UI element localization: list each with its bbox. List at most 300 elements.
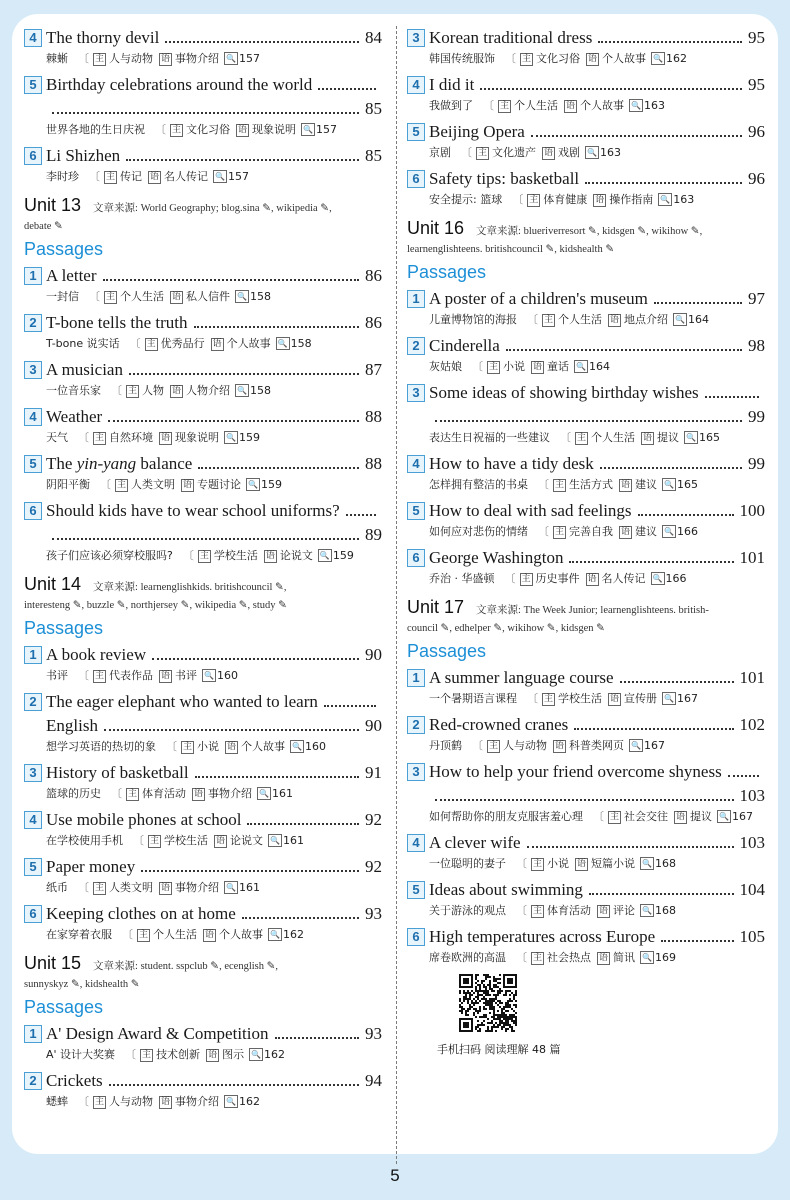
toc-entry[interactable] xyxy=(407,73,765,114)
toc-entry[interactable] xyxy=(407,499,765,540)
page-number-ref[interactable]: 93 xyxy=(365,904,382,923)
search-icon: 🔍 xyxy=(292,742,302,751)
page-number-ref[interactable]: 86 xyxy=(365,266,382,285)
answer-page-ref[interactable]: 160 xyxy=(217,669,238,682)
passage-number-badge: 6 xyxy=(24,147,42,165)
toc-entry-line xyxy=(24,26,382,50)
answer-page-ref[interactable]: 168 xyxy=(655,904,676,917)
passage-title[interactable]: Crickets xyxy=(46,1071,103,1090)
chinese-title: 阴阳平衡 xyxy=(46,478,90,491)
qr-code-icon[interactable] xyxy=(459,974,517,1032)
toc-entry-line-continued xyxy=(24,714,382,738)
theme-text: 生活方式 xyxy=(569,478,614,491)
qr-caption: 手机扫码 阅读理解 48 篇 xyxy=(437,1043,561,1056)
article-sources: 文章来源: student. sspclub ✎, ecenglish ✎, xyxy=(93,961,279,972)
passage-title[interactable]: A clever wife xyxy=(429,833,521,852)
toc-entry-line xyxy=(407,925,765,949)
chinese-title: 韩国传统服饰 xyxy=(429,52,495,65)
leader-dots xyxy=(480,88,742,90)
passage-title[interactable]: How to help your friend overcome shyness xyxy=(429,762,722,781)
leader-dots xyxy=(195,776,359,778)
toc-entry-line xyxy=(407,878,765,902)
toc-entry-line xyxy=(24,643,382,667)
passage-title[interactable]: High temperatures across Europe xyxy=(429,927,656,946)
unit-header-row xyxy=(24,953,382,976)
theme-tag-icon: 主 xyxy=(544,694,554,704)
toc-entry[interactable] xyxy=(407,831,765,872)
genre-text: 宣传册 xyxy=(624,692,658,705)
genre-tag-icon: 语 xyxy=(599,906,609,916)
passage-meta xyxy=(24,738,382,755)
leader-dots xyxy=(728,775,759,777)
toc-entry[interactable] xyxy=(24,855,382,896)
toc-entry[interactable] xyxy=(24,73,382,138)
leader-dots xyxy=(104,729,359,731)
genre-tag-icon: 语 xyxy=(238,125,248,135)
chinese-title: 如何应对悲伤的情绪 xyxy=(429,525,528,538)
bracket-open: 〔 xyxy=(133,834,144,847)
theme-tag-icon: 主 xyxy=(95,54,105,64)
toc-entry[interactable] xyxy=(407,452,765,493)
answer-page-ref[interactable]: 160 xyxy=(305,740,326,753)
answer-page-ref[interactable]: 159 xyxy=(239,431,260,444)
passage-title[interactable]: How to deal with sad feelings xyxy=(429,501,632,520)
theme-tag-icon: 主 xyxy=(521,574,531,584)
passage-number-badge: 6 xyxy=(24,502,42,520)
page-number-ref[interactable]: 103 xyxy=(739,833,765,852)
page-number-ref[interactable]: 90 xyxy=(365,716,382,735)
leader-dots xyxy=(324,705,376,707)
passage-title[interactable]: A book review xyxy=(46,645,147,664)
page-number-ref[interactable]: 95 xyxy=(748,28,765,47)
bracket-open: 〔 xyxy=(78,1095,89,1108)
toc-left-column xyxy=(24,26,382,1116)
toc-entry[interactable] xyxy=(24,690,382,755)
passage-meta xyxy=(407,191,765,208)
column-divider xyxy=(396,26,397,1164)
passage-title[interactable]: Keeping clothes on at home xyxy=(46,904,236,923)
chinese-title: 纸币 xyxy=(46,881,68,894)
theme-text: 学校生活 xyxy=(164,834,209,847)
passage-title[interactable]: A summer language course xyxy=(429,668,614,687)
answer-page-ref[interactable]: 166 xyxy=(677,525,698,538)
genre-text: 提议 xyxy=(657,431,680,444)
passage-title[interactable]: Some ideas of showing birthday wishes xyxy=(429,383,699,402)
page-number-ref[interactable]: 84 xyxy=(365,28,382,47)
toc-entry[interactable] xyxy=(407,334,765,375)
answer-page-ref[interactable]: 159 xyxy=(261,478,282,491)
page-number-ref[interactable]: 85 xyxy=(365,99,382,118)
theme-text: 小说 xyxy=(503,360,526,373)
bracket-open: 〔 xyxy=(505,52,516,65)
search-icon: 🔍 xyxy=(664,694,674,703)
genre-tag-icon: 语 xyxy=(161,433,171,443)
passage-title[interactable]: I did it xyxy=(429,75,475,94)
bracket-open: 〔 xyxy=(89,170,100,183)
theme-tag-icon: 主 xyxy=(555,480,565,490)
genre-tag-icon: 语 xyxy=(587,574,597,584)
toc-entry[interactable] xyxy=(24,264,382,305)
passage-number-badge: 3 xyxy=(24,361,42,379)
theme-text: 完善自我 xyxy=(569,525,614,538)
leader-dots xyxy=(52,538,359,540)
passage-title[interactable]: History of basketball xyxy=(46,763,189,782)
bracket-open: 〔 xyxy=(125,1048,137,1061)
answer-page-ref[interactable]: 167 xyxy=(732,810,753,823)
toc-entry-line xyxy=(24,761,382,785)
theme-tag-icon: 主 xyxy=(610,812,620,822)
theme-text: 传记 xyxy=(120,170,143,183)
toc-entry[interactable] xyxy=(407,546,765,587)
genre-tag-icon: 语 xyxy=(676,812,686,822)
toc-entry[interactable] xyxy=(407,925,765,966)
toc-right-column xyxy=(407,26,765,1057)
answer-page-ref[interactable]: 162 xyxy=(283,928,304,941)
page-number-ref[interactable]: 91 xyxy=(365,763,382,782)
passage-title[interactable]: Should kids have to wear school uniforms? xyxy=(46,501,340,520)
search-icon: 🔍 xyxy=(642,859,652,868)
leader-dots xyxy=(569,561,733,563)
bracket-open: 〔 xyxy=(100,478,111,491)
leader-dots xyxy=(129,373,359,375)
toc-entry[interactable] xyxy=(407,120,765,161)
answer-page-ref[interactable]: 162 xyxy=(264,1048,286,1061)
genre-tag-icon: 语 xyxy=(205,930,215,940)
unit-header xyxy=(407,597,765,662)
genre-text: 提议 xyxy=(690,810,713,823)
genre-tag-icon: 语 xyxy=(610,315,620,325)
toc-entry[interactable] xyxy=(24,643,382,684)
answer-page-ref[interactable]: 165 xyxy=(677,478,698,491)
bracket-open: 〔 xyxy=(516,904,527,917)
leader-dots xyxy=(506,349,742,351)
passage-title[interactable]: A musician xyxy=(46,360,123,379)
theme-tag-icon: 主 xyxy=(199,551,209,561)
theme-text: 文化习俗 xyxy=(536,52,581,65)
theme-tag-icon: 主 xyxy=(533,953,543,963)
passage-number-badge: 2 xyxy=(407,716,425,734)
answer-page-ref[interactable]: 162 xyxy=(666,52,687,65)
toc-entry[interactable] xyxy=(407,381,765,446)
page-number-ref[interactable]: 92 xyxy=(365,857,382,876)
answer-page-ref[interactable]: 158 xyxy=(250,290,271,303)
toc-entry[interactable] xyxy=(24,26,382,67)
passage-title[interactable]: A' Design Award & Competition xyxy=(46,1024,269,1043)
toc-entry[interactable] xyxy=(24,405,382,446)
passage-meta xyxy=(24,1046,382,1063)
page-number-ref[interactable]: 90 xyxy=(365,645,382,664)
bracket-open: 〔 xyxy=(472,739,483,752)
page-number-ref[interactable]: 96 xyxy=(748,169,765,188)
search-icon: 🔍 xyxy=(259,789,269,798)
genre-tag-icon: 语 xyxy=(610,694,620,704)
bracket-open: 〔 xyxy=(78,52,89,65)
unit-title: Unit 16 xyxy=(407,218,465,238)
genre-tag-icon: 语 xyxy=(544,148,554,158)
bracket-open: 〔 xyxy=(78,881,89,894)
theme-tag-icon: 主 xyxy=(106,172,116,182)
unit-header-row xyxy=(407,218,765,241)
chinese-title: 天气 xyxy=(46,431,68,444)
passage-title[interactable]: Beijing Opera xyxy=(429,122,525,141)
theme-text: 优秀品行 xyxy=(160,337,205,350)
leader-dots xyxy=(141,870,359,872)
genre-text: 戏剧 xyxy=(558,146,581,159)
search-icon: 🔍 xyxy=(251,1050,262,1059)
passage-title[interactable]: Red-crowned cranes xyxy=(429,715,569,734)
passage-meta xyxy=(407,311,765,328)
toc-entry[interactable] xyxy=(407,287,765,328)
answer-page-ref[interactable]: 158 xyxy=(250,384,271,397)
bracket-open: 〔 xyxy=(89,290,100,303)
theme-tag-icon: 主 xyxy=(544,315,554,325)
passage-title[interactable]: Birthday celebrations around the world xyxy=(46,75,313,94)
passage-title-continued[interactable]: English xyxy=(46,716,98,735)
genre-text: 论说文 xyxy=(279,549,313,562)
page-number-ref[interactable]: 89 xyxy=(365,525,382,544)
answer-page-ref[interactable]: 164 xyxy=(589,360,610,373)
genre-text: 论说文 xyxy=(230,834,264,847)
passage-title[interactable]: A poster of a children's museum xyxy=(429,289,648,308)
search-icon: 🔍 xyxy=(631,101,641,110)
answer-page-ref[interactable]: 157 xyxy=(316,123,337,136)
page-number-ref[interactable]: 101 xyxy=(739,548,765,567)
passage-title[interactable]: Weather xyxy=(46,407,103,426)
theme-text: 代表作品 xyxy=(109,669,154,682)
passage-title[interactable]: Safety tips: basketball xyxy=(429,169,580,188)
passage-title[interactable]: T-bone tells the truth xyxy=(46,313,188,332)
toc-entry[interactable] xyxy=(24,761,382,802)
page-number-ref[interactable]: 105 xyxy=(739,927,765,946)
genre-text: 事物介绍 xyxy=(175,52,220,65)
genre-tag-icon: 语 xyxy=(161,671,171,681)
genre-text: 个人故事 xyxy=(602,52,647,65)
leader-dots xyxy=(198,467,359,469)
passage-number-badge: 3 xyxy=(24,764,42,782)
chinese-title: 蟋蟀 xyxy=(46,1095,68,1108)
toc-entry-line xyxy=(407,26,765,50)
answer-page-ref[interactable]: 165 xyxy=(699,431,720,444)
toc-entry[interactable] xyxy=(407,878,765,919)
search-icon: 🔍 xyxy=(576,362,586,371)
page-number-ref[interactable]: 85 xyxy=(365,146,382,165)
page-number-ref[interactable]: 104 xyxy=(739,880,765,899)
theme-text: 人类文明 xyxy=(109,881,154,894)
genre-tag-icon: 语 xyxy=(555,741,565,751)
bracket-open: 〔 xyxy=(111,787,122,800)
genre-tag-icon: 语 xyxy=(265,551,275,561)
toc-entry-line xyxy=(407,760,765,784)
page-number-ref[interactable]: 87 xyxy=(365,360,382,379)
toc-entry-line xyxy=(407,73,765,97)
article-sources-continued: sunnyskyz ✎, kidshealth ✎ xyxy=(24,979,140,990)
search-icon: 🔍 xyxy=(587,148,597,157)
unit-title: Unit 15 xyxy=(24,953,82,973)
answer-page-ref[interactable]: 163 xyxy=(644,99,665,112)
search-icon: 🔍 xyxy=(319,551,330,560)
toc-entry-line xyxy=(24,73,382,97)
toc-entry[interactable] xyxy=(407,26,765,67)
answer-page-ref[interactable]: 163 xyxy=(673,193,695,206)
passage-number-badge: 6 xyxy=(407,549,425,567)
toc-entry[interactable] xyxy=(24,358,382,399)
passage-meta xyxy=(407,808,765,825)
toc-entry[interactable] xyxy=(407,167,765,208)
search-icon: 🔍 xyxy=(675,315,685,324)
passage-number-badge: 2 xyxy=(24,693,42,711)
toc-entry[interactable] xyxy=(24,1022,382,1063)
passage-meta xyxy=(407,855,765,872)
theme-tag-icon: 主 xyxy=(142,1050,152,1060)
search-icon: 🔍 xyxy=(226,433,236,442)
passage-title[interactable]: George Washington xyxy=(429,548,564,567)
passage-title[interactable]: Use mobile phones at school xyxy=(46,810,242,829)
unit-title: Unit 17 xyxy=(407,597,465,617)
page-number-ref[interactable]: 99 xyxy=(748,407,765,426)
answer-page-ref[interactable]: 167 xyxy=(644,739,665,752)
chinese-title: 席卷欧洲的高温 xyxy=(429,951,506,964)
answer-page-ref[interactable]: 157 xyxy=(228,170,249,183)
search-icon: 🔍 xyxy=(237,386,247,395)
leader-dots xyxy=(346,514,376,516)
answer-page-ref[interactable]: 161 xyxy=(283,834,304,847)
passage-title[interactable]: How to have a tidy desk xyxy=(429,454,594,473)
genre-text: 操作指南 xyxy=(609,193,654,206)
toc-entry-line xyxy=(24,808,382,832)
bracket-open: 〔 xyxy=(472,360,483,373)
passage-meta xyxy=(407,97,765,114)
passage-meta xyxy=(24,1093,382,1110)
page-number-ref[interactable]: 88 xyxy=(365,454,382,473)
toc-entry-line xyxy=(407,167,765,191)
genre-tag-icon: 语 xyxy=(172,386,182,396)
page-number-ref[interactable]: 101 xyxy=(739,668,765,687)
page-number-ref[interactable]: 98 xyxy=(748,336,765,355)
passage-title[interactable]: A letter xyxy=(46,266,97,285)
bracket-open: 〔 xyxy=(593,810,604,823)
page-number-ref[interactable]: 94 xyxy=(365,1071,382,1090)
leader-dots xyxy=(435,799,734,801)
page-number-ref[interactable]: 92 xyxy=(365,810,382,829)
passage-meta xyxy=(24,121,382,138)
passage-title[interactable]: Korean traditional dress xyxy=(429,28,593,47)
page-number-ref[interactable]: 96 xyxy=(748,122,765,141)
toc-entry[interactable] xyxy=(24,499,382,564)
theme-tag-icon: 主 xyxy=(478,148,488,158)
search-icon: 🔍 xyxy=(270,930,280,939)
page-number-ref[interactable]: 100 xyxy=(739,501,765,520)
answer-page-ref[interactable]: 161 xyxy=(272,787,293,800)
page-number-ref[interactable]: 86 xyxy=(365,313,382,332)
theme-tag-icon: 主 xyxy=(522,54,532,64)
answer-page-ref[interactable]: 163 xyxy=(600,146,621,159)
passage-title[interactable]: The yin-yang balance xyxy=(46,454,193,473)
article-sources-continued: interesteng ✎, buzzle ✎, northjersey ✎, wikipedia ✎, study ✎ xyxy=(24,600,287,611)
page-number-ref[interactable]: 102 xyxy=(739,715,765,734)
answer-page-ref[interactable]: 167 xyxy=(677,692,698,705)
leader-dots xyxy=(247,823,359,825)
chinese-title: 李时珍 xyxy=(46,170,79,183)
search-icon: 🔍 xyxy=(642,906,652,915)
page-number-ref[interactable]: 97 xyxy=(748,289,765,308)
passage-title[interactable]: Ideas about swimming xyxy=(429,880,583,899)
answer-page-ref[interactable]: 162 xyxy=(239,1095,260,1108)
passage-meta xyxy=(24,879,382,896)
answer-page-ref[interactable]: 157 xyxy=(239,52,260,65)
leader-dots xyxy=(435,420,742,422)
toc-entry[interactable] xyxy=(407,713,765,754)
toc-entry[interactable] xyxy=(24,144,382,185)
chinese-title: 一位音乐家 xyxy=(46,384,101,397)
toc-entry[interactable] xyxy=(24,1069,382,1110)
passage-meta xyxy=(24,288,382,305)
passage-number-badge: 6 xyxy=(24,905,42,923)
genre-text: 名人传记 xyxy=(601,572,646,585)
bracket-open: 〔 xyxy=(512,193,524,206)
search-icon: 🔍 xyxy=(719,812,729,821)
answer-page-ref[interactable]: 159 xyxy=(332,549,354,562)
article-sources-continued: learnenglishteens. britishcouncil ✎, kidshealth ✎ xyxy=(407,244,615,255)
chinese-title: 表达生日祝福的一些建议 xyxy=(429,431,550,444)
genre-text: 专题讨论 xyxy=(197,478,242,491)
passage-title[interactable]: The thorny devil xyxy=(46,28,160,47)
passage-title[interactable]: The eager elephant who wanted to learn xyxy=(46,692,318,711)
page-number-ref[interactable]: 88 xyxy=(365,407,382,426)
passage-number-badge: 4 xyxy=(407,834,425,852)
toc-entry[interactable] xyxy=(24,808,382,849)
answer-page-ref[interactable]: 169 xyxy=(655,951,676,964)
toc-entry-line-continued xyxy=(407,405,765,429)
toc-entry[interactable] xyxy=(24,311,382,352)
toc-entry[interactable] xyxy=(24,902,382,943)
toc-entry[interactable] xyxy=(407,760,765,825)
theme-tag-icon: 主 xyxy=(533,859,543,869)
toc-entry[interactable] xyxy=(407,666,765,707)
chinese-title: 我做到了 xyxy=(429,99,473,112)
answer-page-ref[interactable]: 158 xyxy=(290,337,312,350)
passage-title[interactable]: Paper money xyxy=(46,857,136,876)
theme-tag-icon: 主 xyxy=(489,741,499,751)
answer-page-ref[interactable]: 168 xyxy=(655,857,676,870)
leader-dots xyxy=(661,940,733,942)
answer-page-ref[interactable]: 161 xyxy=(239,881,260,894)
toc-entry-line xyxy=(24,358,382,382)
answer-page-ref[interactable]: 166 xyxy=(665,572,687,585)
theme-text: 个人生活 xyxy=(591,431,636,444)
toc-entry[interactable] xyxy=(24,452,382,493)
theme-tag-icon: 主 xyxy=(95,433,105,443)
page-number-ref[interactable]: 99 xyxy=(748,454,765,473)
toc-entry-line xyxy=(24,1022,382,1046)
genre-tag-icon: 语 xyxy=(621,527,631,537)
leader-dots xyxy=(152,658,359,660)
genre-tag-icon: 语 xyxy=(643,433,653,443)
leader-dots xyxy=(531,135,742,137)
chinese-title: 怎样拥有整洁的书桌 xyxy=(429,478,528,491)
passage-title[interactable]: Cinderella xyxy=(429,336,500,355)
passage-title[interactable]: Li Shizhen xyxy=(46,146,121,165)
page-number-ref[interactable]: 95 xyxy=(748,75,765,94)
toc-entry-line xyxy=(24,311,382,335)
page-number-ref[interactable]: 103 xyxy=(739,786,765,805)
passages-heading: Passages xyxy=(407,641,487,661)
page-number-ref[interactable]: 93 xyxy=(365,1024,382,1043)
answer-page-ref[interactable]: 164 xyxy=(688,313,709,326)
passages-heading: Passages xyxy=(407,262,487,282)
toc-entry-line xyxy=(24,855,382,879)
chinese-title: 篮球的历史 xyxy=(46,787,101,800)
toc-entry-line xyxy=(407,666,765,690)
